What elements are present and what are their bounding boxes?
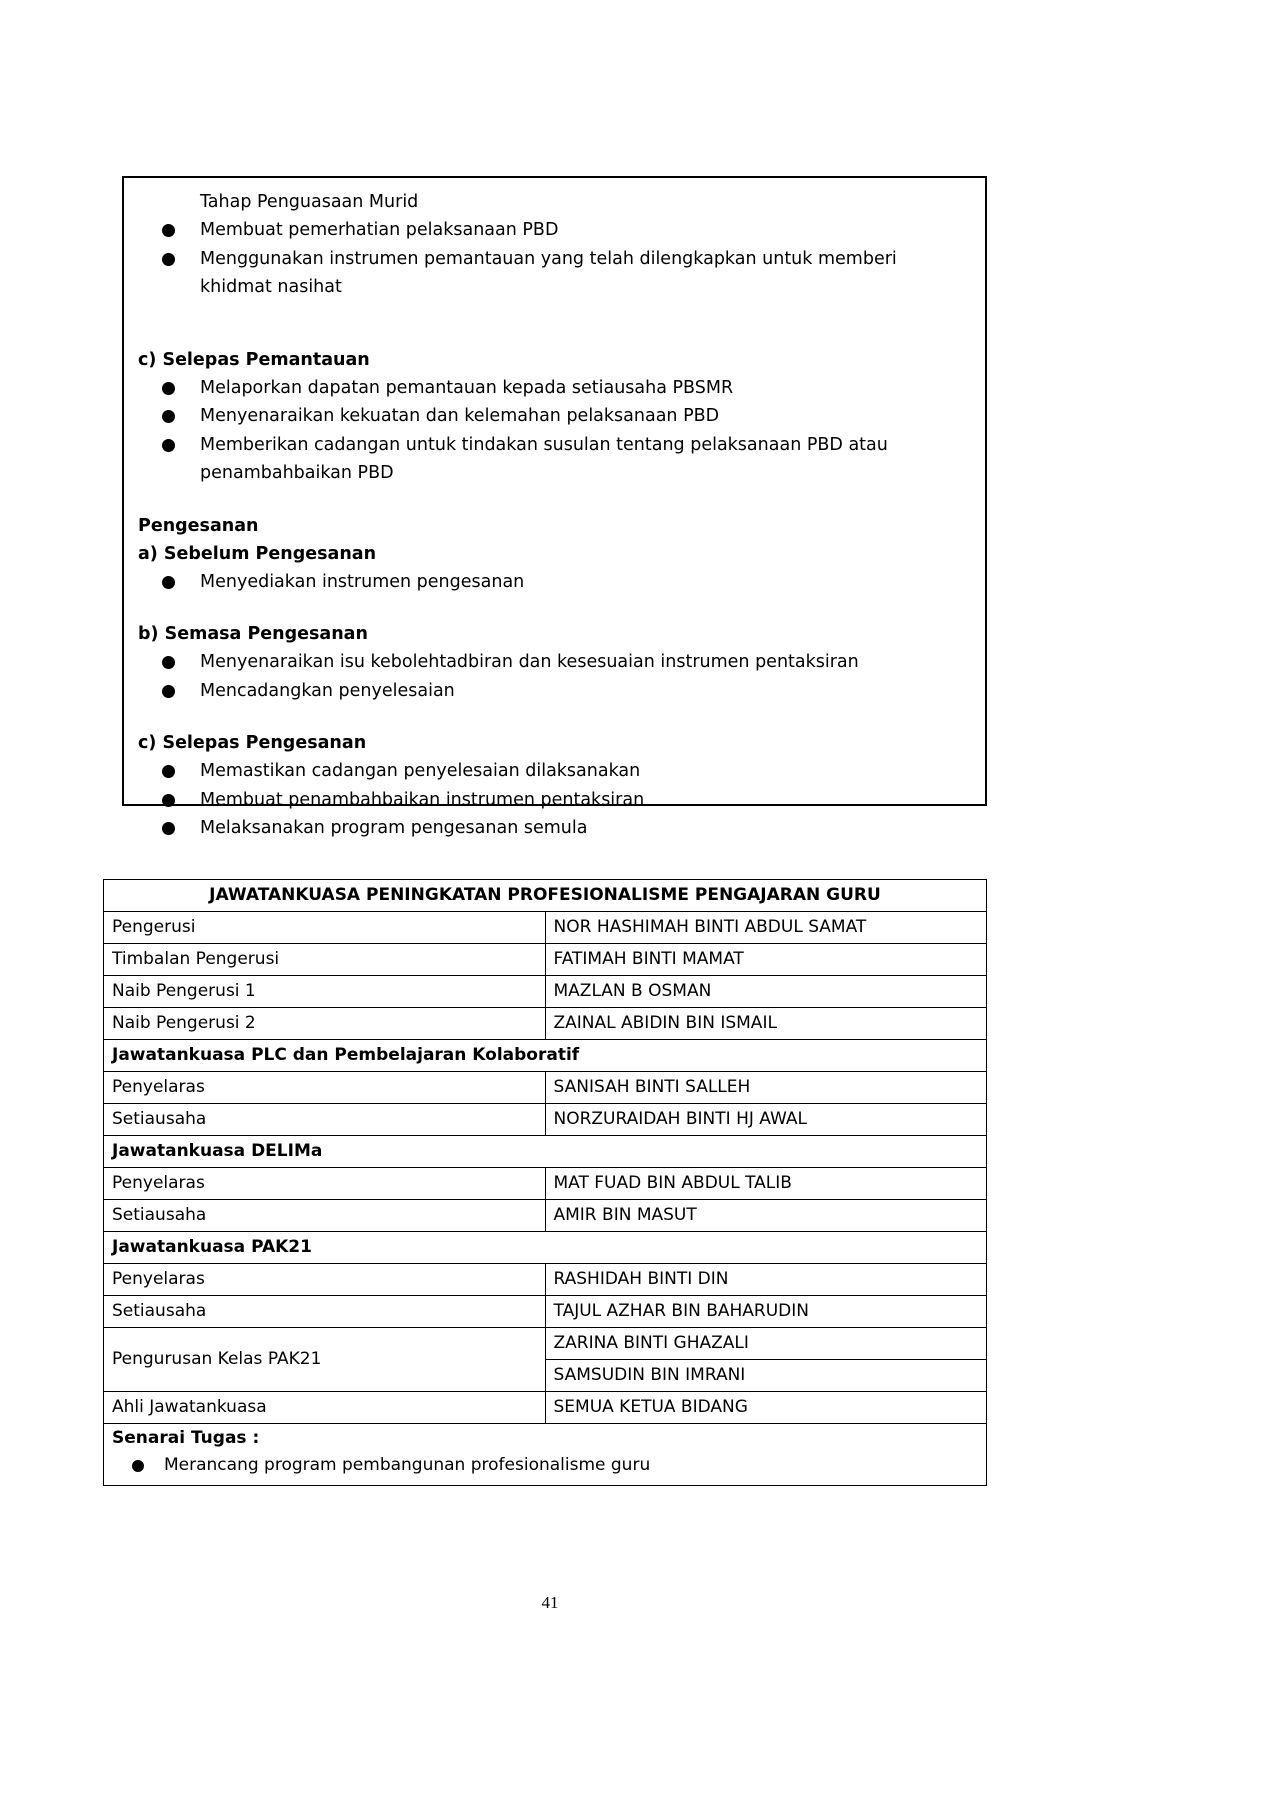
table-row — [104, 944, 987, 976]
bullet-icon — [162, 576, 175, 589]
role-cell: Timbalan Pengerusi — [104, 944, 546, 976]
bullet-icon — [162, 765, 175, 778]
table-row — [104, 1392, 987, 1424]
list-item-label: Menyenaraikan isu kebolehtadbiran dan kesesuaian instrumen pentaksiran — [200, 652, 859, 672]
role-cell: Setiausaha — [104, 1296, 546, 1328]
committee-table — [103, 879, 987, 1486]
bullet-icon — [162, 410, 175, 423]
bullet-icon — [162, 822, 175, 835]
table-row-tasks — [104, 1424, 987, 1486]
spacer — [138, 302, 971, 346]
name-cell: ZAINAL ABIDIN BIN ISMAIL — [545, 1008, 987, 1040]
bullet-icon — [162, 656, 175, 669]
list-item — [138, 216, 971, 245]
content-box — [122, 176, 987, 838]
name-cell: NOR HASHIMAH BINTI ABDUL SAMAT — [545, 912, 987, 944]
bullet-icon — [162, 685, 175, 698]
role-cell: Penyelaras — [104, 1264, 546, 1296]
bullet-list-selepas-pemantauan — [138, 374, 971, 488]
name-cell: SAMSUDIN BIN IMRANI — [545, 1360, 987, 1392]
bullet-icon — [132, 1460, 144, 1472]
role-cell: Ahli Jawatankuasa — [104, 1392, 546, 1424]
role-cell: Pengurusan Kelas PAK21 — [104, 1328, 546, 1392]
table-row — [104, 976, 987, 1008]
table-row — [104, 1328, 987, 1360]
role-cell: Penyelaras — [104, 1072, 546, 1104]
list-item — [138, 677, 971, 706]
name-cell: RASHIDAH BINTI DIN — [545, 1264, 987, 1296]
bullet-icon — [162, 439, 175, 452]
list-item — [138, 245, 971, 302]
section-heading-selepas-pengesanan: c) Selepas Pengesanan — [138, 733, 367, 753]
list-item-label: Mencadangkan penyelesaian — [200, 680, 455, 701]
list-item — [138, 786, 971, 815]
bullet-icon — [162, 253, 175, 266]
table-row — [104, 1200, 987, 1232]
table-row-title — [104, 880, 987, 912]
list-item — [138, 648, 971, 677]
section-heading-semasa-pengesanan: b) Semasa Pengesanan — [138, 624, 368, 644]
list-item — [112, 1452, 978, 1478]
spacer — [138, 596, 971, 620]
role-cell: Naib Pengerusi 1 — [104, 976, 546, 1008]
group-label: Jawatankuasa PAK21 — [104, 1232, 987, 1264]
name-cell: FATIMAH BINTI MAMAT — [545, 944, 987, 976]
top-bullet-list — [138, 216, 971, 302]
list-item — [138, 814, 971, 843]
name-cell: NORZURAIDAH BINTI HJ AWAL — [545, 1104, 987, 1136]
list-item — [138, 374, 971, 403]
list-item — [138, 568, 971, 597]
spacer — [138, 705, 971, 729]
table-row — [104, 1168, 987, 1200]
list-item-label: Memberikan cadangan untuk tindakan susulan tentang pelaksanaan PBD atau penambahbaikan PBD — [200, 434, 888, 483]
role-cell: Penyelaras — [104, 1168, 546, 1200]
bullet-icon — [162, 224, 175, 237]
page-number: 41 — [541, 1593, 559, 1612]
name-cell: MAT FUAD BIN ABDUL TALIB — [545, 1168, 987, 1200]
list-item-label: Merancang program pembangunan profesionalisme guru — [164, 1455, 651, 1475]
bullet-icon — [162, 794, 175, 807]
list-item-label: Melaksanakan program pengesanan semula — [200, 818, 588, 838]
list-item — [138, 402, 971, 431]
group-label: Jawatankuasa PLC dan Pembelajaran Kolaboratif — [104, 1040, 987, 1072]
list-item-label: Menyediakan instrumen pengesanan — [200, 571, 525, 592]
table-row-group — [104, 1232, 987, 1264]
spacer — [138, 488, 971, 512]
list-item-label: Menyenaraikan kekuatan dan kelemahan pelaksanaan PBD — [200, 406, 720, 426]
list-item-label: Melaporkan dapatan pemantauan kepada setiausaha PBSMR — [200, 377, 734, 398]
name-cell: AMIR BIN MASUT — [545, 1200, 987, 1232]
role-cell: Setiausaha — [104, 1104, 546, 1136]
table-row-group — [104, 1040, 987, 1072]
table-row — [104, 1264, 987, 1296]
role-cell: Setiausaha — [104, 1200, 546, 1232]
list-item-label: Memastikan cadangan penyelesaian dilaksanakan — [200, 761, 641, 781]
task-list — [112, 1452, 978, 1478]
name-cell: ZARINA BINTI GHAZALI — [545, 1328, 987, 1360]
section-heading-sebelum-pengesanan: a) Sebelum Pengesanan — [138, 543, 377, 564]
list-item — [138, 757, 971, 786]
section-heading-pengesanan: Pengesanan — [138, 515, 259, 536]
table-row — [104, 912, 987, 944]
table-row — [104, 1008, 987, 1040]
section-heading-selepas-pemantauan: c) Selepas Pemantauan — [138, 349, 370, 370]
list-item-label: Membuat penambahbaikan instrumen pentaksiran — [200, 789, 645, 810]
name-cell: SANISAH BINTI SALLEH — [545, 1072, 987, 1104]
tasks-cell — [104, 1424, 987, 1486]
name-cell: MAZLAN B OSMAN — [545, 976, 987, 1008]
name-cell: TAJUL AZHAR BIN BAHARUDIN — [545, 1296, 987, 1328]
list-item — [138, 431, 971, 488]
table-row-group — [104, 1136, 987, 1168]
tasks-label: Senarai Tugas : — [112, 1428, 260, 1448]
table-row — [104, 1072, 987, 1104]
role-cell: Pengerusi — [104, 912, 546, 944]
table-title: JAWATANKUASA PENINGKATAN PROFESIONALISME PENGAJARAN GURU — [104, 880, 987, 912]
content-box-inner — [124, 178, 985, 843]
group-label: Jawatankuasa DELIMa — [104, 1136, 987, 1168]
list-item-label: Menggunakan instrumen pemantauan yang telah dilengkapkan untuk memberi khidmat nasihat — [200, 248, 897, 297]
role-cell: Naib Pengerusi 2 — [104, 1008, 546, 1040]
bullet-list-semasa-pengesanan — [138, 648, 971, 705]
table-row — [104, 1296, 987, 1328]
lead-line: Tahap Penguasaan Murid — [200, 192, 419, 212]
table-row — [104, 1104, 987, 1136]
name-cell: SEMUA KETUA BIDANG — [545, 1392, 987, 1424]
list-item-label: Membuat pemerhatian pelaksanaan PBD — [200, 220, 559, 240]
bullet-list-sebelum-pengesanan — [138, 568, 971, 597]
bullet-list-selepas-pengesanan — [138, 757, 971, 843]
bullet-icon — [162, 382, 175, 395]
committee-table-body — [104, 880, 987, 1486]
